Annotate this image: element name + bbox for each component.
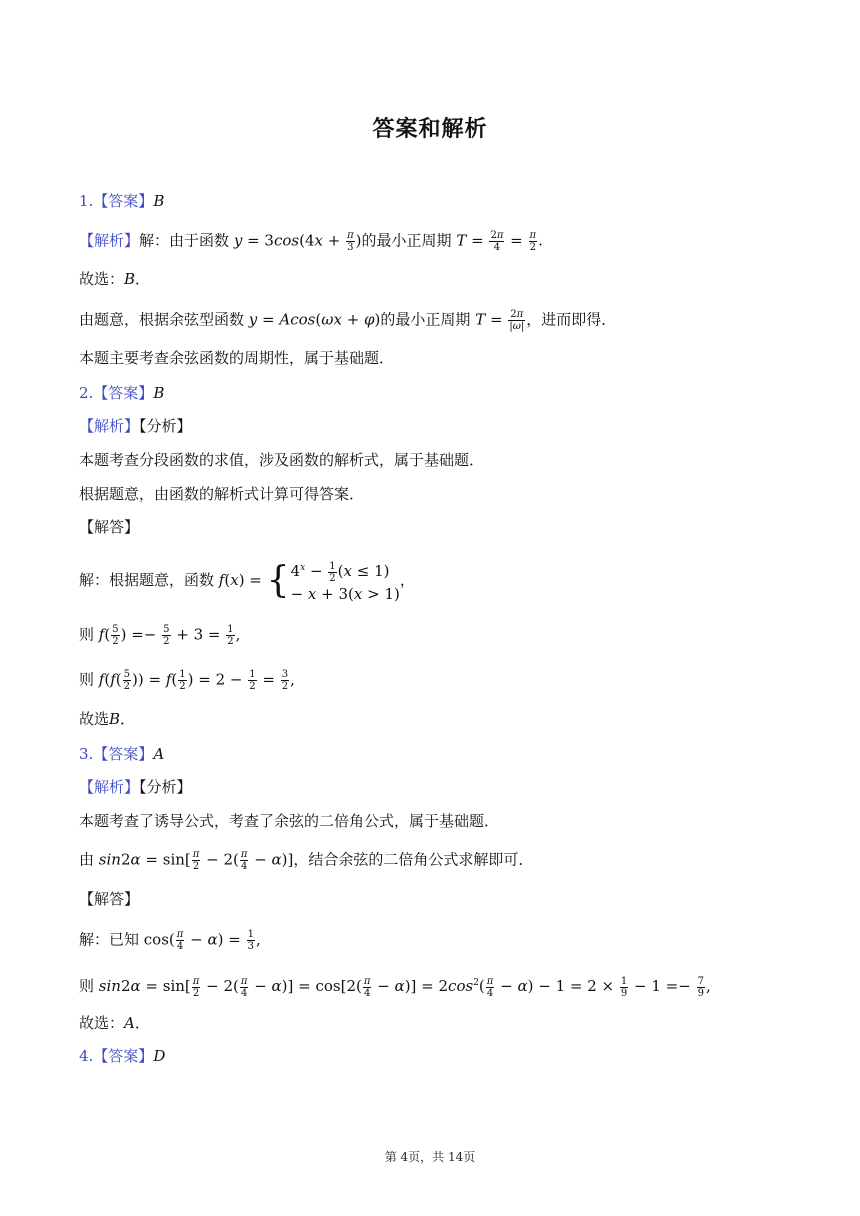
q2-step-1: 则 f( $\frac{5}{2}$ ) =− $\frac{5}{2}$ + 3 = $\frac{1}{2}$ , [79,624,241,647]
q2-choice: 故选B． [79,710,136,728]
q2-analysis-line [79,416,192,436]
q1-summary: 本题主要考查余弦函数的周期性，属于基础题． [79,349,395,367]
q3-step1-text: 解：已知 [79,930,140,949]
q1-text-2: 的最小正周期 [361,231,452,250]
q3-step-2: 则 sin2α = sin[ $\frac{\pi}{2}$ − 2( $\frac{\pi}{4}$ − α)] = cos[2( $\frac{\pi}{4}$ − $\alpha)] = 2\cos^2$( $\frac{\pi}{4}$ − α) − 1 = 2 × $\frac{1}{9}$ − 1 =− $\frac{7}{9}$ , [79,975,711,999]
q1-choice-label: 故选： [79,270,125,288]
page-title: 答案和解析 [372,117,488,142]
q1-answer-value: B [153,192,165,210]
q1-choice-value: B [124,270,136,288]
q1-choice: 故选：B． [79,270,151,288]
q3-analysis-head: 【解析】 [79,778,140,796]
q3-answer-value: A [153,745,165,763]
q2-text-1: 本题考查分段函数的求值，涉及函数的解析式，属于基础题． [79,451,485,469]
q1-analysis-head: 【解析】 [79,231,140,250]
q1-reason: 由题意，根据余弦型函数 y = Acos(ωx + φ)的最小正周期 T = $\frac{2\pi}{|\omega|}$ ，进而即得． [79,309,617,332]
q2-step1-text: 则 [79,625,95,644]
q3-choice: 故选：A． [79,1014,150,1032]
q3-text2-b: ，结合余弦的二倍角公式求解即可． [293,850,534,869]
q1-analysis-line: 【解析】解：由于函数 y = 3cos(4x + $\frac{\pi}{3}$ )的最小正周期 T = $\frac{2\pi}{4}$ = $\frac{\pi}{2}$ . [79,230,543,253]
q2-answer [79,383,164,403]
q3-text-2: 由 sin2α = sin[ $\frac{\pi}{2}$ − 2( $\frac{\pi}{4}$ − α)]，结合余弦的二倍角公式求解即可． [79,849,534,872]
q1-answer [79,191,164,211]
q3-choice-value: A [124,1014,135,1032]
q2-answer-head: 2.【答案】 [79,384,154,402]
q2-answer-value: B [153,384,165,402]
q3-fenxi: 【分析】 [139,778,192,796]
q3-text-1: 本题考查了诱导公式，考查了余弦的二倍角公式，属于基础题． [79,812,500,830]
q3-analysis-line [79,777,192,797]
q3-answer-head: 3.【答案】 [79,745,154,763]
q3-choice-label: 故选： [79,1014,125,1032]
q3-answer [79,744,164,764]
q1-reason-text: 由题意，根据余弦型函数 [79,310,245,329]
q3-step-1: 解：已知 cos( $\frac{\pi}{4}$ − α) = $\frac{1}{3}$ , [79,929,261,952]
q2-def-text: 解：根据题意，函数 [79,570,215,589]
q2-choice-value: B [109,710,121,728]
q2-text-2: 根据题意，由函数的解析式计算可得答案． [79,485,365,503]
q2-fenxi: 【分析】 [139,417,192,435]
q4-answer-value: D [153,1047,166,1065]
q4-answer-head: 4.【答案】 [79,1047,154,1065]
q2-choice-label: 故选 [79,710,110,728]
q1-formula: y [233,231,243,250]
q1-reason-text-2: 的最小正周期 [380,310,471,329]
q1-answer-head: 1.【答案】 [79,192,154,210]
q4-answer [79,1046,165,1066]
q2-step2-text: 则 [79,670,95,689]
q2-function-def: 解：根据题意，函数 f(x) = { $4^x$ − $\frac{1}{2}$ (x ≤ 1) − x + 3(x > 1) ， [79,559,415,603]
q3-jieda: 【解答】 [79,890,140,908]
q3-step2-text: 则 [79,977,95,995]
q2-step-2: 则 f(f( $\frac{5}{2}$ )) = f( $\frac{1}{2}$ ) = 2 − $\frac{1}{2}$ = $\frac{3}{2}$ , [79,669,295,692]
q2-analysis-head: 【解析】 [79,417,140,435]
q2-jieda: 【解答】 [79,518,140,536]
q3-text2-a: 由 [79,850,95,869]
page-footer: 第 4页，共 14页 [384,1150,476,1164]
q1-text: 解：由于函数 [139,231,230,250]
q1-reason-text-3: ，进而即得． [526,310,617,329]
